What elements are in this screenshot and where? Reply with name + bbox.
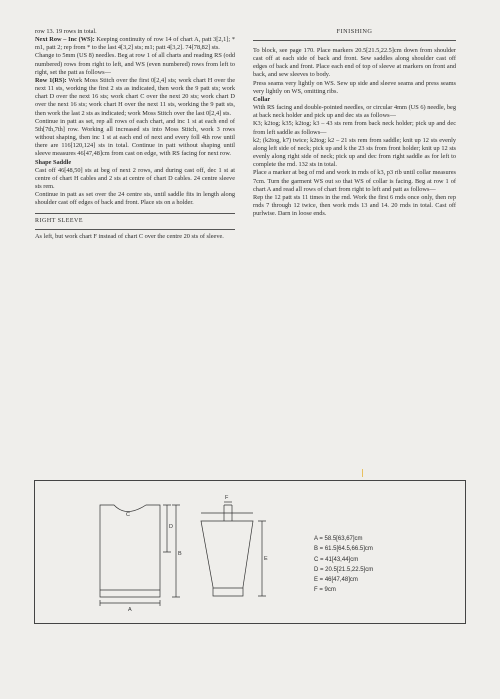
paragraph: Rep the 12 patt sts 11 times in the rnd. Work the first 6 rnds once only, then rep rnds 7 through 12 twice, then work rnds 13 and 14. 20 rnds in total. Cast off purlwise. Darn in loose ends.	[253, 193, 456, 218]
subheading-shape-saddle: Shape Saddle	[35, 158, 72, 166]
section-title-finishing: FINISHING	[336, 28, 373, 35]
label-e: E	[264, 556, 268, 562]
paragraph: Continue in patt as set over the 24 centre sts, until saddle fits in length along shoulder cast off edges of back and front. Place sts on a holder.	[35, 191, 235, 207]
paragraph: k2; (k2tog, k7) twice; k2tog; k2 – 21 sts rem from saddle; knit up 12 sts evenly along left side of neck; pick up and k the 23 sts from front holder; knit up 12 sts evenly along right side of neck; pick up and dec from right saddle as for left to complete the rnd. 132 sts in total.	[253, 136, 456, 169]
subheading-collar: Collar	[253, 95, 271, 103]
row-heading: Row 1(RS):	[35, 76, 67, 84]
legend-item: C = 41[43,44]cm	[314, 556, 359, 563]
paragraph: row 13. 19 rows in total.	[35, 28, 97, 35]
label-f: F	[225, 495, 229, 501]
label-b: B	[178, 551, 182, 557]
legend-item: A = 58.5[63,67]cm	[314, 536, 363, 542]
legend-item: E = 46[47,48]cm	[314, 577, 358, 584]
paragraph: Place a marker at beg of rnd and work in rnds of k3, p3 rib until collar measures 7cm. Turn the garment WS out so that WS of collar is facing. Beg at row 1 of chart A and read all rows of chart from right to left and patt as follows—	[253, 169, 456, 193]
paragraph-body: Keeping continuity of row 14 of chart A, patt 3[2,1]; * m1, patt 2; rep from * to the last 4[3,2] sts; m1; patt 4[3,2]. 74[78,82] sts.	[35, 36, 235, 52]
paragraph-body: Work Moss Stitch over the first 0[2,4] sts; work chart H over the next 11 sts, working the first 2 sts as indicated, then work the 9 patt sts; work chart D over the next 16 sts; work chart C over the next 20 sts; work chart D over the next 16 sts; work chart H over the next 11 sts, working the 9 patt sts, then work the last 2 sts as indicated; work Moss Stitch over the last 0[2,4] sts.	[35, 76, 235, 117]
section-title-right-sleeve: RIGHT SLEEVE	[35, 218, 84, 225]
paragraph: To block, see page 170. Place markers 20.5[21.5,22.5]cm down from shoulder cast off at each side of back and front. Sew saddles along shoulder cast off edges of back and front. Place each end of top of sleeve at markers on front and back, and sew sleeves to body.	[253, 47, 456, 79]
row-heading: Next Row – Inc (WS):	[35, 36, 95, 44]
paragraph: As left, but work chart F instead of chart C over the centre 20 sts of sleeve.	[35, 232, 224, 240]
paragraph: With RS facing and double-pointed needles, or circular 4mm (US 6) needle, beg at back neck holder and pick up and dec sts as follows—	[253, 104, 456, 120]
legend-item: D = 20.5[21.5,22.5]cm	[314, 566, 374, 573]
paragraph: Press seams very lightly on WS. Sew up side and sleeve seams and press seams very lightly on WS, omitting ribs.	[253, 79, 456, 95]
label-c: C	[126, 512, 130, 518]
label-d: D	[169, 524, 173, 530]
paragraph: Change to 5mm (US 8) needles. Beg at row 1 of all charts and reading RS (odd numbered) rows from right to left, and WS (even numbered) rows from left to right, set the patt as follows—	[35, 52, 235, 76]
legend-item: F = 9cm	[314, 587, 336, 594]
dimension-line	[100, 600, 160, 606]
paragraph: K3; k2tog; k35; k2tog; k3 – 43 sts rem from back neck holder; pick up and dec from left saddle as follows—	[253, 120, 456, 136]
paragraph: Continue in patt as set, rep all rows of each chart, and inc 1 st at each end of 5th[7th,7th] row. Working all increased sts into Moss Stitch, work 3 rows without shaping, then inc 1 st at each end of next and every foll 4th row until there are 116[120,124] sts in total. Continue in patt without shaping until sleeve measures 46[47,48]cm from cast on edge, with RS facing for next row.	[35, 117, 235, 158]
label-a: A	[128, 607, 132, 613]
paragraph: Cast off 46[48,50] sts at beg of next 2 rows, and during cast off, dec 1 st at centre of chart H cables and 2 sts at centre of chart D cables. 24 centre sleeve sts rem.	[35, 166, 235, 190]
body-outline	[100, 505, 160, 597]
sleeve-outline	[201, 521, 253, 596]
measurement-legend	[314, 534, 373, 596]
legend-item: B = 61.5[64.5,66.5]cm	[314, 546, 373, 553]
